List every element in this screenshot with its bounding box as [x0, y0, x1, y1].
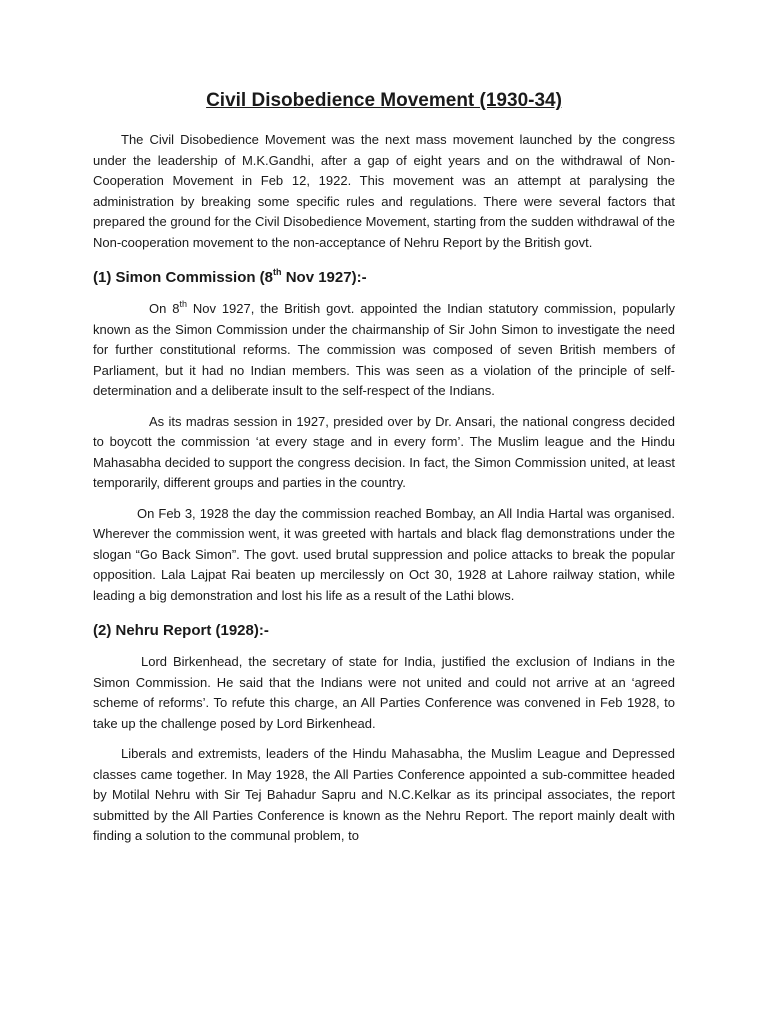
heading-text: Nov 1927):-: [281, 269, 367, 286]
simon-paragraph-2: As its madras session in 1927, presided over by Dr. Ansari, the national congress decided to boycott the commission ‘at every stage and in every form’. The Muslim league and the Hindu Mahasabha decided to support the congress decision. In fact, the Simon Commission united, at least temporarily, different groups and parties in the country.: [93, 413, 675, 490]
intro-paragraph: The Civil Disobedience Movement was the next mass movement launched by the congress under the leadership of M.K.Gandhi, after a gap of eight years and on the withdrawal of Non-Cooperation Movement in Feb 12, 1922. This movement was an attempt at paralysing the administration by breaking some specific rules and regulations. There were several factors that prepared the ground for the Civil Disobedience Movement, starting from the sudden withdrawal of the Non-cooperation movement to the non-acceptance of Nehru Report by the British govt.: [93, 132, 675, 250]
simon-paragraph-1: [93, 299, 675, 402]
document-title: Civil Disobedience Movement (1930-34): [206, 90, 562, 111]
simon-paragraph-3: On Feb 3, 1928 the day the commission reached Bombay, an All India Hartal was organised. Wherever the commission went, it was greeted with hartals and black flag demonstrations under the slogan “Go Back Simon”. The govt. used brutal suppression and police attacks to break the popular opposition. Lala Lajpat Rai beaten up mercilessly on Oct 30, 1928 at Lahore railway station, while leading a big demonstration and lost his life as a result of the Lathi blows.: [93, 505, 675, 603]
heading-text: (1) Simon Commission (8: [93, 269, 274, 286]
paragraph-text: Nov 1927, the British govt. appointed the Indian statutory commission, popularly known as the Simon Commission under the chairmanship of Sir John Simon to investigate the need for further constitutional reforms. The commission was composed of seven British members of Parliament, but it had no Indian members. This was seen as a violation of the principle of self-determination and a deliberate insult to the self-respect of the Indians.: [93, 301, 676, 398]
nehru-paragraph-2: Liberals and extremists, leaders of the Hindu Mahasabha, the Muslim League and Depressed classes came together. In May 1928, the All Parties Conference appointed a sub-committee headed by Motilal Nehru with Sir Tej Bahadur Sapru and N.C.Kelkar as its principal associates, the report submitted by the All Parties Conference is known as the Nehru Report. The report mainly dealt with finding a solution to the communal problem, to: [93, 746, 675, 843]
paragraph-text: On 8: [149, 301, 180, 316]
heading-superscript: th: [273, 267, 282, 277]
paragraph-superscript: th: [179, 298, 187, 309]
section-heading-nehru-report: (2) Nehru Report (1928):-: [93, 622, 269, 639]
document-page: [93, 88, 675, 857]
nehru-paragraph-1: Lord Birkenhead, the secretary of state for India, justified the exclusion of Indians in the Simon Commission. He said that the Indians were not united and could not arrive at an ‘agreed scheme of reforms’. To refute this charge, an All Parties Conference was convened in Feb 1928, to take up the challenge posed by Lord Birkenhead.: [93, 654, 675, 731]
section-heading-simon-commission: [93, 267, 675, 289]
